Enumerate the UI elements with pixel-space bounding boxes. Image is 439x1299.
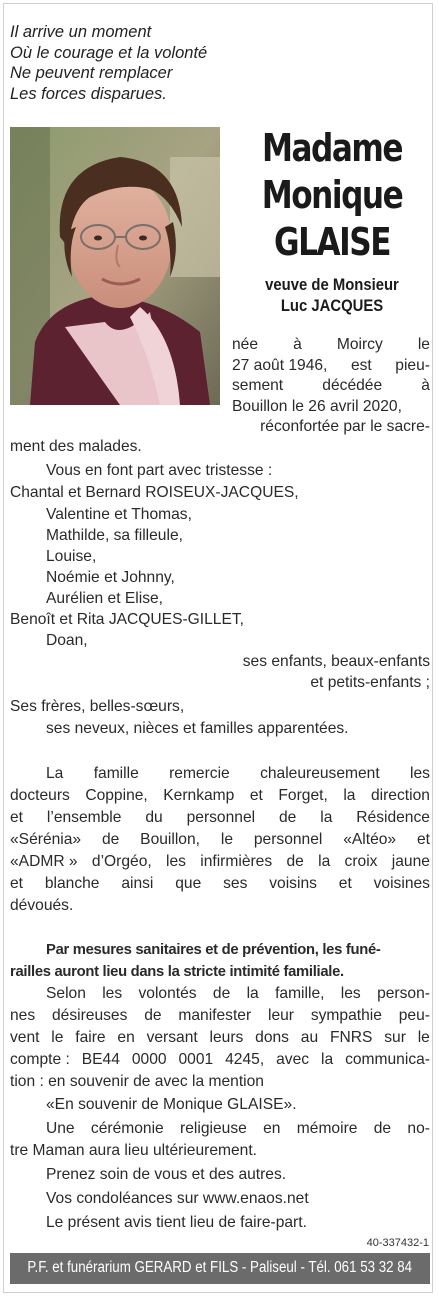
word: de [212, 985, 231, 1002]
word: et [10, 875, 24, 892]
word: à [293, 336, 302, 353]
word: no- [407, 1120, 430, 1137]
word: les [340, 985, 361, 1002]
word: la [318, 853, 331, 870]
thanks-line: dévoués. [10, 897, 74, 914]
word: Résidence [356, 809, 430, 826]
word: chaleureusement [260, 765, 380, 782]
portrait-photo [10, 127, 220, 405]
word: 0001 [178, 1051, 214, 1068]
word: FNRS [329, 1029, 373, 1046]
word: famille, [275, 985, 325, 1002]
wishes-line [10, 1050, 430, 1070]
word: désireuses [51, 1007, 128, 1024]
word: née [232, 336, 259, 353]
word: et [10, 809, 24, 826]
word: Bouillon, [140, 831, 200, 848]
word: 0000 [131, 1051, 167, 1068]
word: Selon [46, 985, 86, 1002]
word: Kernkamp [163, 787, 235, 804]
title-first-name: Monique [261, 173, 403, 217]
word: le [417, 336, 430, 353]
word: le [417, 1029, 430, 1046]
word: à [421, 377, 430, 394]
siblings-line: Ses frères, belles-sœurs, [10, 698, 185, 715]
word: mémoire [296, 1120, 358, 1137]
widow-name: Luc JACQUES [280, 297, 384, 315]
word: docteurs [10, 787, 70, 804]
word: croix [344, 853, 378, 870]
poem-line: Ne peuvent remplacer [10, 64, 173, 82]
family-member: Mathilde, sa filleule, [46, 527, 183, 544]
text-line: réconfortée par le sacre- [260, 418, 430, 435]
measures-line: railles auront lieu dans la stricte intimité familiale. [10, 964, 344, 980]
family-member: Chantal et Bernard ROISEUX-JACQUES, [10, 484, 299, 501]
word: remercie [169, 765, 230, 782]
word: communica- [345, 1051, 430, 1068]
word: «ADMR » [10, 853, 78, 870]
funeral-home-footer [10, 1253, 430, 1284]
word: direction [370, 787, 430, 804]
word: BE44 [81, 1051, 120, 1068]
word: les [410, 765, 430, 782]
family-member: Doan, [46, 632, 88, 649]
care-line: Prenez soin de vous et des autres. [46, 1166, 287, 1183]
word: la [320, 809, 333, 826]
thanks-line [46, 764, 430, 784]
word: la [246, 985, 259, 1002]
word: décédée [322, 377, 383, 394]
poem-line: Il arrive un moment [10, 23, 152, 41]
word: les [102, 985, 123, 1002]
children-label: et petits-enfants ; [310, 674, 430, 691]
word: et [416, 831, 430, 848]
poem-line: Les forces disparues. [10, 84, 167, 103]
word: d’Orgéo, [91, 853, 152, 870]
word: «Sérénia» [10, 831, 82, 848]
reference-number: 40-337432-1 [366, 1237, 429, 1249]
word: le [51, 1029, 64, 1046]
word: 27 août 1946, [232, 356, 328, 374]
word: leur [268, 1007, 295, 1024]
widow-line: veuve de Monsieur [265, 276, 399, 294]
word: versant [146, 1029, 198, 1046]
condolences-line: Vos condoléances sur www.enaos.net [46, 1190, 309, 1207]
family-member: Valentine et Thomas, [46, 506, 192, 523]
word: dons [255, 1029, 289, 1046]
text-line [232, 356, 430, 377]
word: et [249, 787, 263, 804]
word: manifester [178, 1007, 252, 1024]
word: cérémonie [90, 1120, 164, 1137]
wishes-line: tion : en souvenir de avec la mention [10, 1073, 264, 1090]
word: infirmières [200, 853, 273, 870]
poem [10, 22, 207, 104]
word: volontés [138, 985, 197, 1002]
word: sur [384, 1029, 406, 1046]
relatives-line: ses neveux, nièces et familles apparentées. [46, 720, 349, 737]
family-intro: Vous en font part avec tristesse : [46, 462, 273, 479]
word: sement [232, 377, 284, 394]
word: La [46, 765, 64, 782]
birth-death-text [232, 335, 430, 438]
word: au [300, 1029, 319, 1046]
measures-line: Par mesures sanitaires et de prévention, les funé- [46, 942, 381, 958]
wishes-line [10, 1006, 430, 1026]
thanks-line [10, 852, 430, 872]
word: la [320, 1051, 334, 1068]
word: vent [10, 1029, 40, 1046]
word: personnel [186, 809, 256, 826]
word: compte : [10, 1051, 70, 1068]
word: blanche [44, 875, 100, 892]
word: de [373, 1120, 392, 1137]
word: de [144, 1007, 162, 1024]
poem-line: Où le courage et la volonté [10, 43, 208, 62]
text-line [232, 376, 430, 397]
word: de [101, 831, 120, 848]
word: nes [10, 1007, 36, 1024]
text-line: Bouillon le 26 avril 2020, [232, 397, 402, 415]
title-madame: Madame [261, 126, 403, 170]
title-last-name: GLAISE [273, 220, 391, 264]
word: Moircy [336, 336, 383, 353]
word: les [166, 853, 186, 870]
word: le [220, 831, 233, 848]
word: Une [46, 1120, 75, 1137]
word: la [343, 787, 356, 804]
family-member: Noémie et Johnny, [46, 569, 175, 586]
word: leurs [209, 1029, 244, 1046]
word: de [286, 853, 304, 870]
family-member: Benoît et Rita JACQUES-GILLET, [10, 611, 244, 628]
word: 4245, [225, 1051, 265, 1068]
thanks-line [10, 874, 430, 894]
word: voisins [269, 875, 317, 892]
word: religieuse [180, 1120, 247, 1137]
word: en [263, 1120, 281, 1137]
wishes-line [10, 1028, 430, 1048]
word: et [338, 875, 352, 892]
word: ainsi [121, 875, 154, 892]
word: «Altéo» [343, 831, 397, 848]
word: peu- [398, 1007, 430, 1024]
word: Coppine, [85, 787, 148, 804]
word: ses [223, 875, 248, 892]
word: sympathie [310, 1007, 382, 1024]
word: jaune [391, 853, 430, 870]
word: l’ensemble [46, 809, 122, 826]
children-label: ses enfants, beaux-enfants [242, 653, 430, 670]
text-line [232, 335, 430, 356]
family-member: Louise, [46, 548, 97, 565]
word: famille [93, 765, 139, 782]
word: de [278, 809, 297, 826]
word: personnel [253, 831, 323, 848]
thanks-line [10, 808, 430, 828]
word: que [175, 875, 202, 892]
ceremony-line: tre Maman aura lieu ultérieurement. [10, 1142, 258, 1159]
wishes-mention: «En souvenir de Monique GLAISE». [46, 1096, 297, 1113]
word: du [145, 809, 163, 826]
text-line: ment des malades. [10, 438, 142, 455]
word: avec [276, 1051, 310, 1068]
word: voisines [373, 875, 430, 892]
family-member: Aurélien et Elise, [46, 590, 164, 607]
ceremony-line [46, 1119, 430, 1139]
notice-line: Le présent avis tient lieu de faire-part. [46, 1214, 307, 1231]
word: en [117, 1029, 135, 1046]
word: faire [75, 1029, 106, 1046]
word: est [350, 356, 372, 374]
word: Forget, [278, 787, 328, 804]
wishes-line [46, 984, 430, 1004]
word: pieu- [395, 356, 430, 374]
thanks-line [10, 830, 430, 850]
thanks-line [10, 786, 430, 806]
footer-text: P.F. et funérarium GERARD et FILS - Paliseul - Tél. 061 53 32 84 [27, 1259, 413, 1277]
word: person- [377, 985, 430, 1002]
